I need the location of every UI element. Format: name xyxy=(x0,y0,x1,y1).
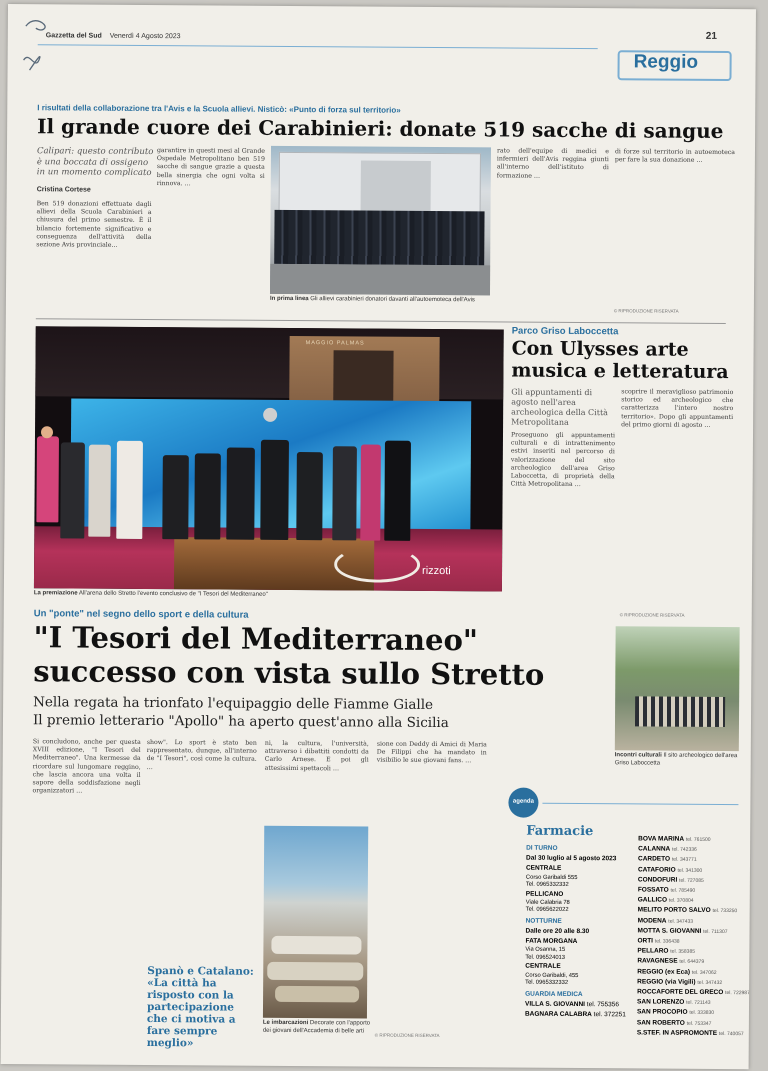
premiazione-caption-label: La premiazione xyxy=(33,590,78,597)
article1-subhead: Calipari: questo contributo è una boccata di ossigeno in un momento complicato xyxy=(36,146,154,179)
pharmacy-name: CENTRALE xyxy=(525,963,561,971)
person-figure xyxy=(226,448,255,540)
paper-name: Gazzetta del Sud xyxy=(45,32,102,40)
article2-kicker: Un "ponte" nel segno dello sport e della cultura xyxy=(33,608,249,621)
quote-box xyxy=(147,965,258,1050)
pharmacy-town-item: MOTTA S. GIOVANNI tel. 711307 xyxy=(637,927,728,935)
article3-headline-line2: musica e letteratura xyxy=(511,359,729,384)
premiazione-caption xyxy=(34,590,268,598)
carabinieri-group xyxy=(274,210,484,265)
article3-signature: © RIPRODUZIONE RISERVATA xyxy=(619,612,685,618)
divider xyxy=(36,318,726,324)
boats-caption-text: Decorate con l'apporto dei giovani dell'Accademia di belle arti xyxy=(262,1020,371,1035)
pharmacy-detail: Tel. 0965332332 xyxy=(525,881,569,889)
article3-subhead: Gli appuntamenti di agosto nell'area archeologica della Città Metropolitana xyxy=(511,387,608,427)
pharmacy-town-item: SAN PROCOPIO tel. 333830 xyxy=(636,1008,715,1017)
page-number: 21 xyxy=(705,30,717,42)
pharmacy-detail: Tel. 096524013 xyxy=(525,954,566,961)
person-head xyxy=(41,426,53,438)
pharmacy-town-item: MODENA tel. 347433 xyxy=(637,917,694,925)
audience-seats xyxy=(635,696,725,727)
sponsor-tag: rizzoti xyxy=(422,564,451,578)
pharmacy-detail: Via Osanna, 15 xyxy=(525,947,566,954)
newspaper-page xyxy=(1,4,756,1069)
article2-body-col1: Si concludono, anche per questa XVIII edizione, "I Tesori del Mediterraneo". Una kermesse da ricordare sul lungomare reggino, che lascia ancora una volta il sapore della soddisfazione negli organizzatori … xyxy=(32,738,141,795)
banner-text: MAGGIO PALMAS xyxy=(305,340,365,347)
agenda-right-list xyxy=(636,834,750,1039)
handwritten-mark-icon xyxy=(21,14,71,84)
pharmacy-detail: Corso Garibaldi, 455 xyxy=(525,972,579,979)
pharmacy-detail: Tel. 0965332332 xyxy=(525,979,569,987)
archaeological-site-photo xyxy=(615,626,740,751)
quote-title: Spanò e Catalano: xyxy=(147,964,254,978)
pharmacy-town-item: CATAFORIO tel. 341300 xyxy=(637,866,703,874)
article1-caption-text: Gli allievi carabinieri donatori davanti all'autoemoteca dell'Avis xyxy=(310,296,475,304)
pharmacy-detail: Tel. 0965622022 xyxy=(525,906,569,914)
pharmacy-town-item: REGGIO (via Vigili) tel. 347432 xyxy=(637,978,723,986)
article2-subhead-line1: Nella regata ha trionfato l'equipaggio delle Fiamme Gialle xyxy=(33,694,434,713)
person-figure xyxy=(36,436,59,522)
person-figure xyxy=(332,446,357,540)
guard-label: GUARDIA MEDICA xyxy=(525,990,583,998)
pharmacy-town-item: ORTI tel. 336438 xyxy=(637,937,680,945)
article2-signature: © RIPRODUZIONE RISERVATA xyxy=(374,1032,440,1039)
decorated-boat xyxy=(275,986,359,1003)
pharmacy-town-item: SAN ROBERTO tel. 753347 xyxy=(636,1019,712,1027)
article3-body-col2: scoprire il meraviglioso patrimonio storico ed archeologico che caratterizza l'intero nostro territorio». Dopo gli appuntamenti del primo giorni di agosto … xyxy=(621,388,734,429)
person-figure xyxy=(60,442,85,538)
premiazione-caption-text: All'arena dello Stretto l'evento conclusivo de "I Tesori del Mediterraneo" xyxy=(78,590,268,598)
person-figure xyxy=(162,455,189,539)
masthead xyxy=(46,32,181,40)
pharmacy-name: PELLICANO xyxy=(525,890,564,898)
building-window xyxy=(361,160,431,210)
article1-body-col1: Ben 519 donazioni effettuate dagli allievi della Scuola Carabinieri a chiusura del primo semestre. È il bilancio fortemente significativo e conseguenza dell'attività della sezione Avis provinciale… xyxy=(36,200,152,249)
article2-body-col2: show". Lo sport è stato ben rappresentato, dunque, all'interno de "I Tesori", così come la cultura. … xyxy=(146,738,257,771)
boat-decoration xyxy=(334,546,420,583)
article1-headline: Il grande cuore dei Carabinieri: donate 519 sacche di sangue xyxy=(37,114,724,143)
article2-subhead-line2: Il premio letterario "Apollo" ha aperto quest'anno alla Sicilia xyxy=(32,712,449,732)
guard-item: BAGNARA CALABRA tel. 372251 xyxy=(524,1010,626,1019)
person-figure xyxy=(384,441,411,541)
issue-date: Venerdì 4 Agosto 2023 xyxy=(109,32,181,41)
article2-body-col4: sione con Deddy di Amici di Maria De Filippi che ha mandato in visibilio le sue giovani fans. … xyxy=(376,740,487,765)
quote-body: «La città ha risposto con la partecipazione che ci motiva a fare sempre meglio» xyxy=(146,976,236,1050)
decorated-boat xyxy=(267,962,363,981)
article1-body-col4: di forze sul territorio in autoemoteca per fare la sua donazione … xyxy=(614,148,736,165)
person-figure xyxy=(194,453,221,539)
person-figure xyxy=(360,444,381,540)
article3-headline-line1: Con Ulysses arte xyxy=(511,337,689,361)
day-dates: Dal 30 luglio al 5 agosto 2023 xyxy=(526,854,617,863)
pharmacy-town-item: CARDETO tel. 343771 xyxy=(638,855,697,864)
boats-caption-label: Le imbarcazioni xyxy=(262,1019,309,1027)
article1-caption xyxy=(270,296,475,303)
boats-photo xyxy=(263,826,368,1019)
person-figure xyxy=(116,441,143,539)
guard-list xyxy=(525,999,629,1020)
article2-body-col3: ni, la cultura, l'università, attraverso i dibattiti condotti da Carlo Arnese. E poi gli attesissimi spettacoli … xyxy=(264,739,369,772)
agenda-left-column xyxy=(525,844,630,1021)
pharmacy-detail: Viale Calabria 78 xyxy=(525,899,570,906)
pharmacy-town-item: ROCCAFORTE DEL GRECO tel. 722987 xyxy=(637,988,750,997)
pharmacy-town-item: CALANNA tel. 742336 xyxy=(638,845,697,854)
article1-body-col2: garantire in questi mesi al Grande Ospedale Metropolitano ben 519 sacche di sangue grazie a questa bella sinergia che ogni volta si rinnova. … xyxy=(156,147,266,188)
archaeological-caption-label: Incontri culturali xyxy=(614,752,662,759)
pharmacy-town-item: S.STEF. IN ASPROMONTE tel. 740057 xyxy=(636,1029,744,1038)
agenda-title: Farmacie xyxy=(526,823,594,840)
article2-headline-line2: successo con vista sullo Stretto xyxy=(33,654,545,692)
person-figure xyxy=(88,445,111,537)
article1-caption-label: In prima linea xyxy=(269,295,309,303)
ground xyxy=(270,264,490,296)
article1-kicker: I risultati della collaborazione tra l'Avis e la Scuola allievi. Nisticò: «Punto di forza sul territorio» xyxy=(37,103,401,115)
section-title: Reggio xyxy=(633,51,699,73)
pharmacy-town-item: RAVAGNESE tel. 644379 xyxy=(637,957,705,966)
pharmacy-town-item: REGGIO (ex Eca) tel. 347062 xyxy=(637,968,717,976)
header-rule xyxy=(38,44,598,49)
night-label: NOTTURNE xyxy=(525,917,562,925)
article1-author: Cristina Cortese xyxy=(36,186,91,194)
pharmacy-town-item: BOVA MARINA tel. 761500 xyxy=(638,835,711,843)
pharmacy-town-item: PELLARO tel. 358385 xyxy=(637,947,696,956)
archaeological-caption xyxy=(615,752,743,768)
pharmacy-town-item: GALLICO tel. 370804 xyxy=(637,896,694,905)
person-figure xyxy=(296,452,323,540)
pharmacy-name: FATA MORGANA xyxy=(525,937,578,946)
article1-body-col3: rato dell'equipe di medici e infermieri dell'Avis reggina giunti all'interno dell'istituto di formazione … xyxy=(496,147,610,180)
night-pharmacy-list xyxy=(525,937,629,988)
pharmacy-detail: Corso Garibaldi 555 xyxy=(525,874,578,881)
article3-body-col1: Proseguono gli appuntamenti culturali e di intrattenimento estivi inseriti nel percorso di valorizzazione del sito archeologico dell'area Griso Laboccetta, di proprietà della Città Metropolitana … xyxy=(510,431,616,489)
trophy-icon xyxy=(263,408,277,422)
agenda-badge-text: agenda xyxy=(512,798,534,805)
person-figure xyxy=(260,440,289,540)
pharmacy-town-item: FOSSATO tel. 785490 xyxy=(637,886,696,894)
boats-caption xyxy=(263,1020,371,1036)
pharmacy-name: CENTRALE xyxy=(525,865,562,873)
night-hours: Dalle ore 20 alle 8.30 xyxy=(525,927,590,936)
carabinieri-photo xyxy=(270,146,491,296)
day-label: DI TURNO xyxy=(526,844,558,852)
article2-headline-line1: "I Tesori del Mediterraneo" xyxy=(33,620,479,658)
guard-item: VILLA S. GIOVANNI tel. 755356 xyxy=(525,1000,619,1009)
pharmacy-town-item: SAN LORENZO tel. 721143 xyxy=(637,998,711,1007)
pharmacy-town-item: MELITO PORTO SALVO tel. 733250 xyxy=(637,906,738,915)
decorated-boat xyxy=(271,936,361,955)
premiazione-photo xyxy=(34,326,504,591)
pharmacy-town-item: CONDOFURI tel. 727085 xyxy=(637,876,704,884)
archaeological-caption-text: Il sito archeologico dell'area Griso Laboccetta xyxy=(614,752,738,767)
article1-signature: © RIPRODUZIONE RISERVATA xyxy=(613,308,679,314)
article3-kicker: Parco Griso Laboccetta xyxy=(511,325,619,338)
day-pharmacy-list xyxy=(526,864,630,915)
